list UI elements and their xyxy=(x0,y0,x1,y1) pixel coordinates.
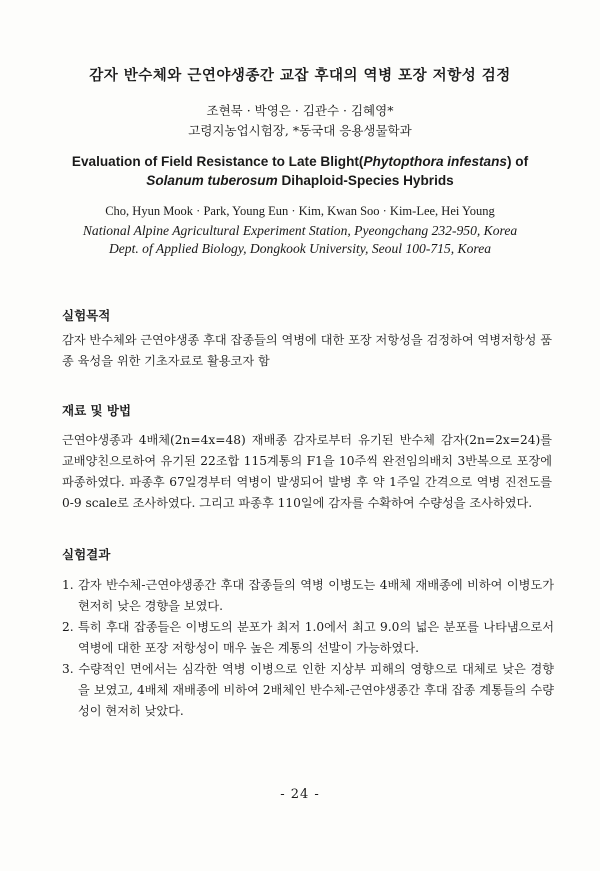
affiliation-english-2: Dept. of Applied Biology, Dongkook University, Seoul 100-715, Korea xyxy=(108,241,492,256)
authors-english: Cho, Hyun Mook · Park, Young Eun · Kim, Kwan Soo · Kim-Lee, Hei Young xyxy=(105,204,495,218)
section-text-methods: 근연야생종과 4배체(2n=4x=48) 재배종 감자로부터 유기된 반수체 감자(2n=2x=24)를 교배양친으로하여 유기된 22조합 115계통의 F1을 10주씩 완전임의배치 3반복으로 포장에 파종하였다. 파종후 67일경부터 역병이 발생되어 발병 후 약 1주일 간격으로 역병 진전도를 0-9 scale로 조사하였다. 그리고 파종후 110일에 감자를 수확하여 수량성을 조사하였다. xyxy=(62,433,552,510)
title-en-part2: ) of xyxy=(506,154,529,169)
affiliation-english-1: National Alpine Agricultural Experiment Station, Pyeongchang 232-950, Korea xyxy=(82,223,518,238)
results-list xyxy=(62,575,554,722)
title-en-part1: Evaluation of Field Resistance to Late Blight( xyxy=(71,154,364,169)
title-en-species: Phytopthora infestans xyxy=(363,154,507,169)
affiliation-english xyxy=(0,222,600,258)
results-item-3: 3. 수량적인 면에서는 심각한 역병 이병으로 인한 지상부 피해의 영향으로 대체로 낮은 경향을 보였고, 4배체 재배종에 비하여 2배체인 반수체-근연야생종간 후대 잡종 계통들의 수량성이 현저히 낮았다. xyxy=(62,662,554,718)
authors-korean: 조현묵 · 박영은 · 김관수 · 김혜영* xyxy=(206,103,394,118)
affiliation-korean: 고령지농업시험장, *동국대 응용생물학과 xyxy=(188,123,412,138)
section-heading-results: 실험결과 xyxy=(62,547,111,562)
results-item-2: 2. 특히 후대 잡종들은 이병도의 분포가 최저 1.0에서 최고 9.0의 넓은 분포를 나타냄으로서 역병에 대한 포장 저항성이 매우 높은 계통의 선발이 가능하였다. xyxy=(62,620,554,655)
paper-title-english-line2 xyxy=(0,171,600,190)
section-heading-purpose: 실험목적 xyxy=(62,308,111,323)
section-heading-methods: 재료 및 방법 xyxy=(62,403,132,418)
page-number: - 24 - xyxy=(280,787,320,802)
title-en-line2-rest: Dihaploid-Species Hybrids xyxy=(277,173,454,188)
title-en-line2-species: Solanum tuberosum xyxy=(146,173,278,188)
paper-title-english-line1 xyxy=(0,152,600,171)
paper-title-korean: 감자 반수체와 근연야생종간 교잡 후대의 역병 포장 저항성 검정 xyxy=(89,67,511,84)
section-text-purpose: 감자 반수체와 근연야생종 후대 잡종들의 역병에 대한 포장 저항성을 검정하여 역병저항성 품종 육성을 위한 기초자료로 활용코자 함 xyxy=(62,333,552,368)
paper-title-english xyxy=(0,152,600,190)
results-item-1: 1. 감자 반수체-근연야생종간 후대 잡종들의 역병 이병도는 4배체 재배종에 비하여 이병도가 현저히 낮은 경향을 보였다. xyxy=(62,578,554,613)
